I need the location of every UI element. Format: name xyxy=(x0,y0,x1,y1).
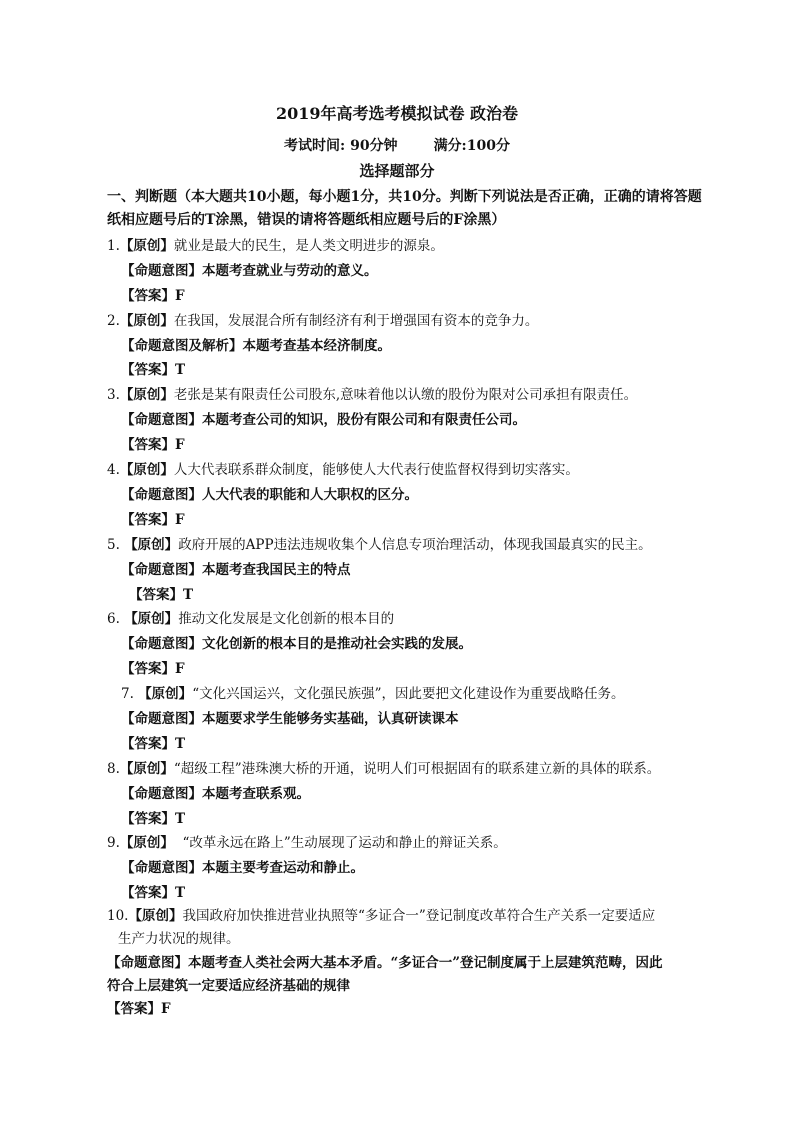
question-9-intent: 【命题意图】本题主要考查运动和静止。 xyxy=(121,860,364,876)
part-title: 选择题部分 xyxy=(359,162,435,180)
question-4: 4.【原创】人大代表联系群众制度，能够使人大代表行使监督权得到切实落实。 xyxy=(107,462,579,478)
question-9: 9.【原创】 “改革永远在路上”生动展现了运动和静止的辩证关系。 xyxy=(107,835,507,851)
question-6-answer: 【答案】F xyxy=(121,661,185,677)
question-9-answer: 【答案】T xyxy=(121,885,186,901)
question-4-intent: 【命题意图】人大代表的职能和人大职权的区分。 xyxy=(121,487,418,503)
question-3-intent: 【命题意图】本题考查公司的知识，股份有限公司和有限责任公司。 xyxy=(121,412,526,428)
question-10-cont: 生产力状况的规律。 xyxy=(118,931,240,947)
question-3-answer: 【答案】F xyxy=(121,437,185,453)
page-title: 2019年高考选考模拟试卷 政治卷 xyxy=(275,104,519,123)
question-10-answer: 【答案】F xyxy=(107,1001,171,1017)
question-10: 10.【原创】我国政府加快推进营业执照等“多证合一”登记制度改革符合生产关系一定要适应 xyxy=(107,908,656,924)
exam-meta xyxy=(0,135,794,155)
question-4-answer: 【答案】F xyxy=(121,512,185,528)
question-1-answer: 【答案】F xyxy=(121,288,185,304)
question-1: 1.【原创】就业是最大的民生，是人类文明进步的源泉。 xyxy=(107,238,444,254)
question-8-answer: 【答案】T xyxy=(121,811,186,827)
exam-time: 考试时间: 90分钟 xyxy=(284,138,398,154)
question-7-intent: 【命题意图】本题要求学生能够务实基础，认真研读课本 xyxy=(121,711,459,727)
question-5: 5. 【原创】政府开展的APP违法违规收集个人信息专项治理活动，体现我国最真实的民主。 xyxy=(107,537,652,553)
question-3: 3.【原创】老张是某有限责任公司股东,意味着他以认缴的股份为限对公司承担有限责任。 xyxy=(107,387,638,403)
question-2-intent: 【命题意图及解析】本题考查基本经济制度。 xyxy=(121,338,391,354)
question-1-intent: 【命题意图】本题考查就业与劳动的意义。 xyxy=(121,263,378,279)
question-8-intent: 【命题意图】本题考查联系观。 xyxy=(121,786,310,802)
question-2-answer: 【答案】T xyxy=(121,362,186,378)
question-7-answer: 【答案】T xyxy=(121,736,186,752)
question-10-intent: 【命题意图】本题考查人类社会两大基本矛盾。“多证合一”登记制度属于上层建筑范畴，因此 xyxy=(107,955,663,971)
question-8: 8.【原创】“超级工程”港珠澳大桥的开通，说明人们可根据固有的联系建立新的具体的联系。 xyxy=(107,761,661,777)
question-10-intent-cont: 符合上层建筑一定要适应经济基础的规律 xyxy=(107,978,350,994)
question-2: 2.【原创】在我国，发展混合所有制经济有利于增强国有资本的竞争力。 xyxy=(107,313,539,329)
section-instruction: 一、判断题（本大题共10小题，每小题1分，共10分。判断下列说法是否正确，正确的请将答题纸相应题号后的T涂黑，错误的请将答题纸相应题号后的F涂黑） xyxy=(107,189,702,228)
question-7: 7. 【原创】“文化兴国运兴，文化强民族强”，因此要把文化建设作为重要战略任务。 xyxy=(121,686,625,702)
question-6: 6. 【原创】推动文化发展是文化创新的根本目的 xyxy=(107,611,395,627)
question-5-answer: 【答案】T xyxy=(129,587,194,603)
question-6-intent: 【命题意图】文化创新的根本目的是推动社会实践的发展。 xyxy=(121,636,472,652)
question-5-intent: 【命题意图】本题考查我国民主的特点 xyxy=(121,562,351,578)
full-score: 满分:100分 xyxy=(433,138,510,154)
